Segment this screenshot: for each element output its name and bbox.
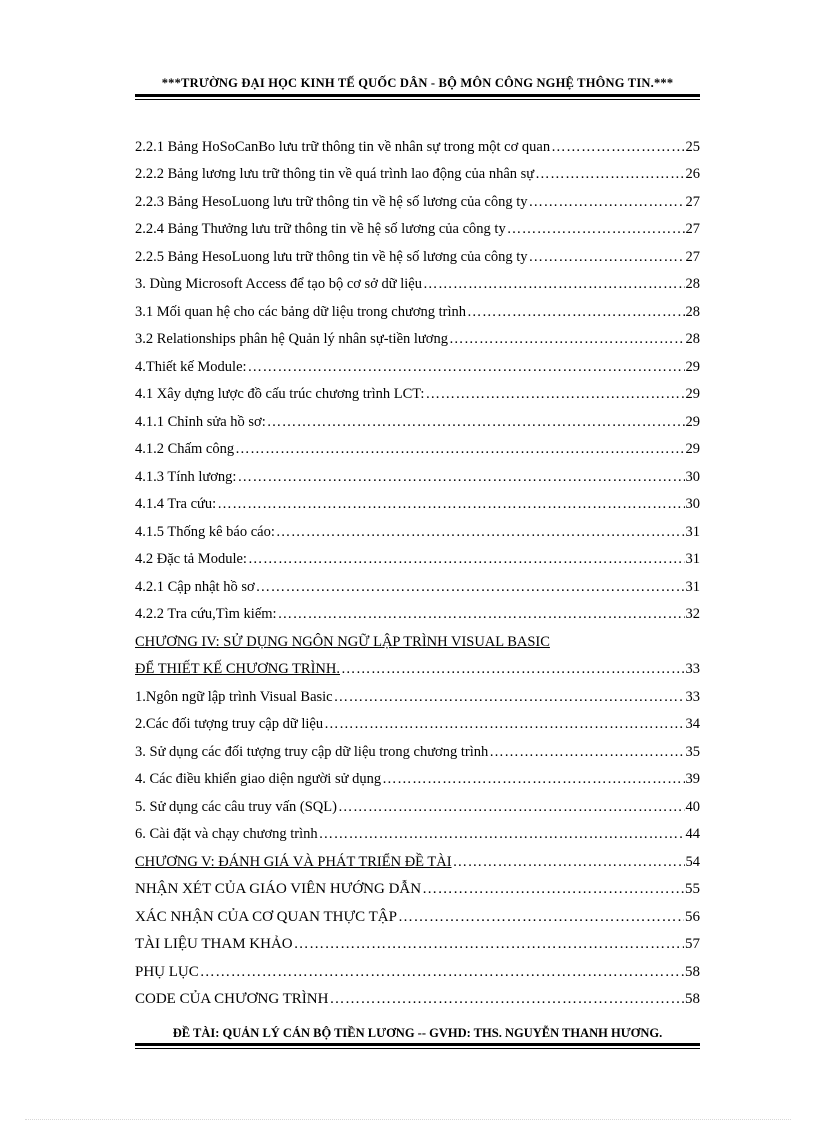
toc-entry-title: 2.Các đối tượng truy cập dữ liệu xyxy=(135,716,324,732)
toc-page-number: 27 xyxy=(685,193,700,210)
toc-entry-title: 3. Sử dụng các đối tượng truy cập dữ liệu trong chương trình xyxy=(135,743,489,760)
toc-entry[interactable] xyxy=(135,981,700,1009)
toc-entry-title: 4.1.2 Chấm công xyxy=(135,441,235,457)
toc-entry-title: 1.Ngôn ngữ lập trình Visual Basic xyxy=(135,688,333,705)
footer-rule-thick xyxy=(135,1043,700,1046)
toc-entry[interactable] xyxy=(135,321,700,349)
toc-entry[interactable] xyxy=(135,623,700,651)
toc-entry[interactable] xyxy=(135,761,700,789)
toc-entry-title: 6. Cài đặt và chạy chương trình xyxy=(135,826,318,842)
toc-page-number: 39 xyxy=(685,771,700,787)
toc-page-number: 30 xyxy=(685,496,700,512)
toc-dot-leader xyxy=(551,139,684,156)
toc-entry[interactable] xyxy=(135,293,700,321)
toc-entry[interactable] xyxy=(135,458,700,486)
toc-dot-leader xyxy=(423,276,685,293)
toc-dot-leader xyxy=(200,964,684,981)
toc-dot-leader xyxy=(319,826,685,843)
toc-entry[interactable] xyxy=(135,376,700,404)
toc-dot-leader xyxy=(256,579,685,596)
toc-entry[interactable] xyxy=(135,596,700,624)
toc-dot-leader xyxy=(453,854,685,871)
toc-entry-title: 3.2 Relationships phân hệ Quản lý nhân sự-tiền lương xyxy=(135,331,448,347)
toc-entry[interactable] xyxy=(135,568,700,596)
toc-entry-title: 2.2.5 Bảng HesoLuong lưu trữ thông tin về hệ số lương của công ty xyxy=(135,248,528,265)
toc-page-number: 27 xyxy=(685,221,700,237)
toc-page-number: 29 xyxy=(685,441,700,457)
toc-entry-title: 4.1.4 Tra cứu: xyxy=(135,496,217,512)
page-edge xyxy=(25,1119,791,1120)
toc-page-number: 28 xyxy=(685,303,700,320)
toc-entry-title: NHẬN XÉT CỦA GIÁO VIÊN HƯỚNG DẪN xyxy=(135,881,422,897)
toc-dot-leader xyxy=(324,716,684,733)
toc-page-number: 55 xyxy=(685,881,700,897)
toc-page-number: 28 xyxy=(685,276,700,292)
toc-dot-leader xyxy=(422,881,684,898)
toc-entry-title: 4. Các điều khiển giao diện người sử dụng xyxy=(135,771,382,787)
toc-page-number: 32 xyxy=(685,606,700,622)
toc-dot-leader xyxy=(528,194,684,211)
toc-entry[interactable] xyxy=(135,266,700,294)
toc-dot-leader xyxy=(338,799,685,816)
toc-entry-title: 2.2.3 Bảng HesoLuong lưu trữ thông tin về hệ số lương của công ty xyxy=(135,193,528,210)
toc-entry[interactable] xyxy=(135,651,700,679)
toc-page-number: 27 xyxy=(685,248,700,265)
toc-dot-leader xyxy=(294,936,684,953)
page-footer: ĐỀ TÀI: QUẢN LÝ CÁN BỘ TIỀN LƯƠNG -- GVHD: THS. NGUYỄN THANH HƯƠNG. xyxy=(172,1026,663,1040)
toc-dot-leader xyxy=(334,689,685,706)
toc-entry-title: 4.1 Xây dựng lược đồ cấu trúc chương trình LCT: xyxy=(135,386,425,402)
toc-entry[interactable] xyxy=(135,788,700,816)
toc-entry-title: 4.2.1 Cập nhật hồ sơ xyxy=(135,578,255,595)
toc-dot-leader xyxy=(507,221,685,238)
toc-dot-leader xyxy=(467,304,684,321)
toc-entry[interactable] xyxy=(135,898,700,926)
toc-entry[interactable] xyxy=(135,816,700,844)
toc-entry[interactable] xyxy=(135,678,700,706)
toc-entry[interactable] xyxy=(135,431,700,459)
toc-entry-title: 2.2.2 Bảng lương lưu trữ thông tin về quá trình lao động của nhân sự xyxy=(135,166,535,182)
toc-page-number: 31 xyxy=(685,578,700,595)
toc-entry-title: 4.1.1 Chỉnh sửa hồ sơ: xyxy=(135,413,266,430)
toc-dot-leader xyxy=(528,249,684,266)
toc-page-number: 35 xyxy=(685,743,700,760)
toc-entry[interactable] xyxy=(135,403,700,431)
footer-rule-thin xyxy=(135,1048,700,1049)
toc-page-number: 29 xyxy=(685,413,700,430)
toc-entry[interactable] xyxy=(135,706,700,734)
toc-entry[interactable] xyxy=(135,733,700,761)
toc-entry[interactable] xyxy=(135,156,700,184)
toc-dot-leader xyxy=(248,359,685,376)
toc-page-number: 58 xyxy=(685,991,700,1007)
toc-page-number: 57 xyxy=(685,936,700,952)
toc-entry[interactable] xyxy=(135,348,700,376)
toc-dot-leader xyxy=(449,331,685,348)
toc-dot-leader xyxy=(398,909,684,926)
toc-page-number: 44 xyxy=(685,826,700,842)
toc-entry-title: 3.1 Mối quan hệ cho các bảng dữ liệu trong chương trình xyxy=(135,303,467,320)
toc-entry[interactable] xyxy=(135,843,700,871)
toc-dot-leader xyxy=(276,524,685,541)
toc-page-number: 25 xyxy=(685,138,700,155)
toc-dot-leader xyxy=(278,606,685,623)
toc-entry[interactable] xyxy=(135,183,700,211)
toc-dot-leader xyxy=(341,661,685,678)
toc-entry-title: 4.Thiết kế Module: xyxy=(135,358,247,375)
toc-entry-title: 4.1.3 Tính lương: xyxy=(135,468,237,485)
toc-entry[interactable] xyxy=(135,926,700,954)
toc-dot-leader xyxy=(425,386,684,403)
toc-entry[interactable] xyxy=(135,211,700,239)
toc-entry[interactable] xyxy=(135,486,700,514)
toc-entry-title: 5. Sử dụng các câu truy vấn (SQL) xyxy=(135,798,337,815)
toc-entry-title: 4.1.5 Thống kê báo cáo: xyxy=(135,523,275,540)
toc-entry-title: 3. Dùng Microsoft Access để tạo bộ cơ sở dữ liệu xyxy=(135,276,422,292)
toc-dot-leader xyxy=(329,991,684,1008)
toc-entry-title: CHƯƠNG IV: SỬ DỤNG NGÔN NGỮ LẬP TRÌNH VISUAL BASIC xyxy=(135,633,550,650)
toc-page-number: 31 xyxy=(685,551,700,567)
toc-page-number: 29 xyxy=(685,358,700,375)
toc-entry[interactable] xyxy=(135,513,700,541)
toc-page-number: 40 xyxy=(685,798,700,815)
toc-page-number: 54 xyxy=(685,853,700,870)
toc-dot-leader xyxy=(489,744,684,761)
toc-entry-title: 4.2.2 Tra cứu,Tìm kiếm: xyxy=(135,606,277,622)
toc-entry-title: 2.2.1 Bảng HoSoCanBo lưu trữ thông tin về nhân sự trong một cơ quan xyxy=(135,138,551,155)
toc-entry-title: CODE CỦA CHƯƠNG TRÌNH xyxy=(135,991,329,1007)
toc-entry-title: 4.2 Đặc tả Module: xyxy=(135,551,247,567)
toc-dot-leader xyxy=(535,166,684,183)
toc-page-number: 34 xyxy=(685,716,700,732)
toc-entry-title: 2.2.4 Bảng Thưởng lưu trữ thông tin về hệ số lương của công ty xyxy=(135,221,506,237)
toc-entry[interactable] xyxy=(135,871,700,899)
toc-entry-title: ĐỂ THIẾT KẾ CHƯƠNG TRÌNH. xyxy=(135,661,340,677)
toc-page-number: 33 xyxy=(685,661,700,677)
toc-dot-leader xyxy=(382,771,684,788)
page-header: ***TRƯỜNG ĐẠI HỌC KINH TẾ QUỐC DÂN - BỘ MÔN CÔNG NGHỆ THÔNG TIN.*** xyxy=(161,76,674,90)
toc-entry-title: TÀI LIỆU THAM KHẢO xyxy=(135,936,293,952)
toc-entry-title: CHƯƠNG V: ĐÁNH GIÁ VÀ PHÁT TRIỂN ĐỀ TÀI xyxy=(135,853,452,870)
toc-dot-leader xyxy=(237,469,684,486)
header-rule-thin xyxy=(135,99,700,100)
toc-dot-leader xyxy=(267,414,685,431)
toc-entry[interactable] xyxy=(135,128,700,156)
toc-entry-title: XÁC NHẬN CỦA CƠ QUAN THỰC TẬP xyxy=(135,908,397,925)
toc-page-number: 30 xyxy=(685,468,700,485)
table-of-contents xyxy=(135,128,700,1008)
header-rule-thick xyxy=(135,94,700,97)
toc-dot-leader xyxy=(217,496,684,513)
toc-page-number: 28 xyxy=(685,331,700,347)
toc-entry[interactable] xyxy=(135,541,700,569)
toc-page-number: 26 xyxy=(685,166,700,182)
toc-page-number: 33 xyxy=(685,688,700,705)
toc-dot-leader xyxy=(235,441,684,458)
toc-page-number: 56 xyxy=(685,908,700,925)
toc-page-number: 29 xyxy=(685,386,700,402)
toc-page-number: 31 xyxy=(685,523,700,540)
toc-entry[interactable] xyxy=(135,953,700,981)
toc-entry[interactable] xyxy=(135,238,700,266)
toc-dot-leader xyxy=(248,551,685,568)
toc-entry-title: PHỤ LỤC xyxy=(135,963,199,980)
toc-page-number: 58 xyxy=(685,963,700,980)
